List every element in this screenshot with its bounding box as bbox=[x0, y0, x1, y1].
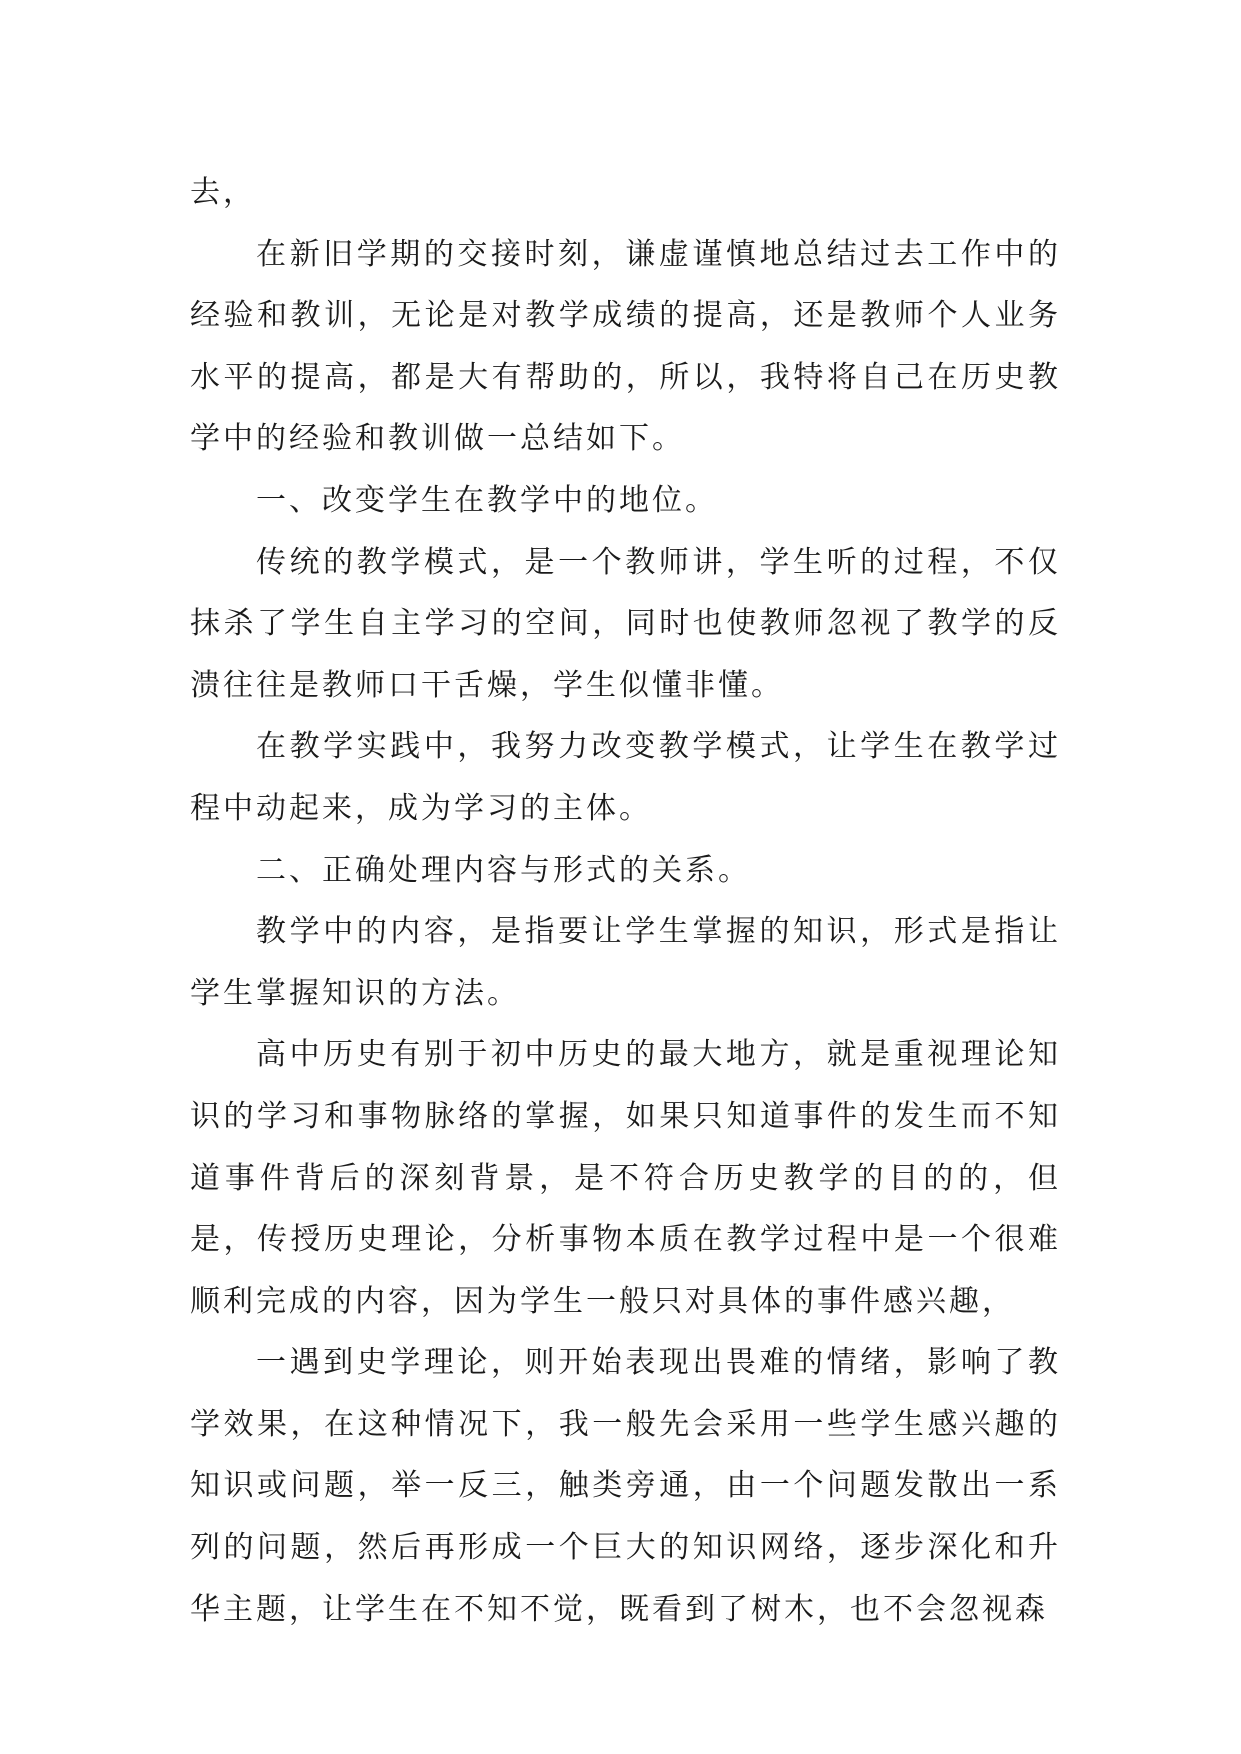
section-heading-1: 一、改变学生在教学中的地位。 bbox=[256, 482, 718, 518]
paragraph: 传统的教学模式，是一个教师讲，学生听的过程，不仅抹杀了学生自主学习的空间，同时也使教师忽视了教学的反溃往往是教师口干舌燥，学生似懂非懂。 bbox=[190, 544, 1061, 703]
paragraph: 教学中的内容，是指要让学生掌握的知识，形式是指让学生掌握知识的方法。 bbox=[190, 914, 1061, 1011]
paragraph-continuation: 去， bbox=[190, 175, 256, 210]
document-body bbox=[190, 162, 1061, 1640]
paragraph-intro: 在新旧学期的交接时刻，谦虚谨慎地总结过去工作中的经验和教训，无论是对教学成绩的提高，还是教师个人业务水平的提高，都是大有帮助的，所以，我特将自己在历史教学中的经验和教训做一总结如下。 bbox=[190, 236, 1061, 457]
paragraph: 高中历史有别于初中历史的最大地方，就是重视理论知识的学习和事物脉络的掌握，如果只知道事件的发生而不知道事件背后的深刻背景，是不符合历史教学的目的的，但是，传授历史理论，分析事物本质在教学过程中是一个很难顺利完成的内容，因为学生一般只对具体的事件感兴趣， bbox=[190, 1037, 1061, 1319]
paragraph: 在教学实践中，我努力改变教学模式，让学生在教学过程中动起来，成为学习的主体。 bbox=[190, 729, 1061, 826]
section-heading-2: 二、正确处理内容与形式的关系。 bbox=[256, 852, 751, 888]
paragraph: 一遇到史学理论，则开始表现出畏难的情绪，影响了教学效果，在这种情况下，我一般先会采用一些学生感兴趣的知识或问题，举一反三，触类旁通，由一个问题发散出一系列的问题，然后再形成一个巨大的知识网络，逐步深化和升华主题，让学生在不知不觉，既看到了树木，也不会忽视森 bbox=[190, 1345, 1061, 1627]
